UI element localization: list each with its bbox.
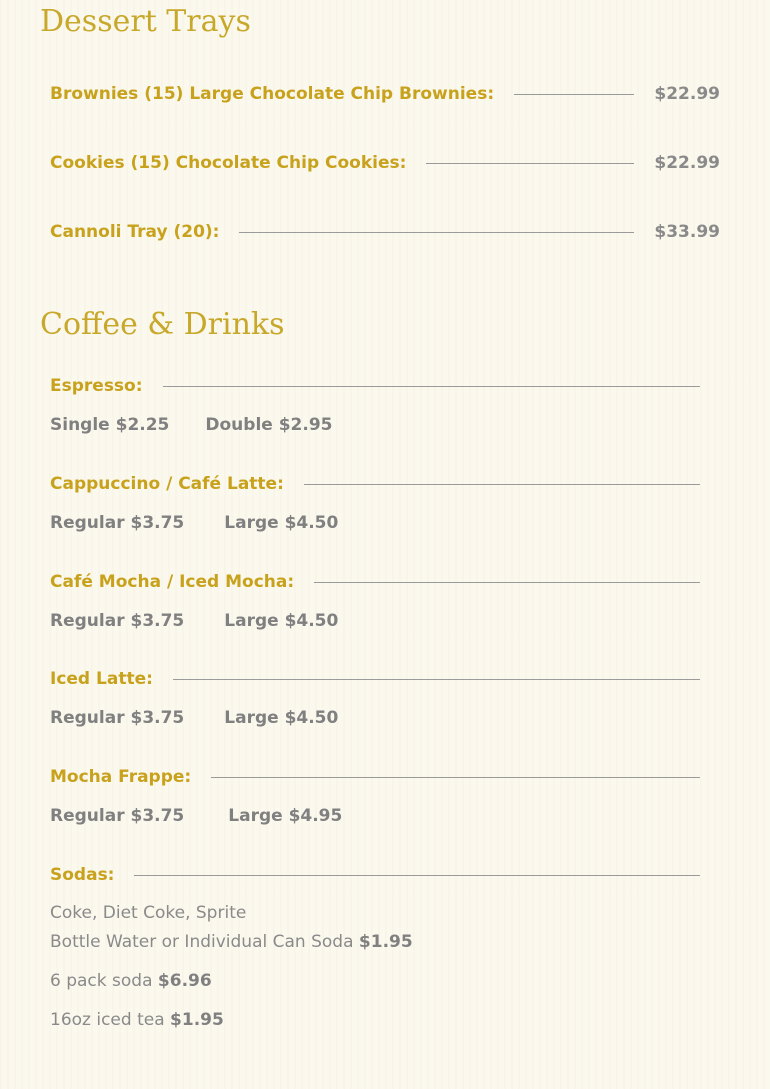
soda-can-line bbox=[50, 930, 413, 954]
drink-name: Café Mocha / Iced Mocha: bbox=[50, 572, 295, 592]
item-price: $22.99 bbox=[654, 84, 720, 104]
size-option: Regular $3.75 bbox=[50, 806, 185, 826]
drink-heading-cappuccino bbox=[50, 472, 700, 496]
drink-name: Iced Latte: bbox=[50, 669, 153, 689]
drink-name: Espresso: bbox=[50, 376, 143, 396]
soda-price: $6.96 bbox=[157, 971, 212, 991]
drink-name: Mocha Frappe: bbox=[50, 767, 192, 787]
drink-heading-iced-latte bbox=[50, 667, 700, 691]
drink-sizes-mocha-frappe bbox=[50, 804, 342, 828]
drink-heading-sodas bbox=[50, 863, 700, 887]
menu-item-cannoli bbox=[50, 219, 720, 245]
size-option: Single $2.25 bbox=[50, 415, 170, 435]
leader-line bbox=[314, 582, 700, 583]
leader-line bbox=[514, 94, 634, 95]
soda-description: 16oz iced tea bbox=[50, 1010, 165, 1030]
soda-description: Bottle Water or Individual Can Soda bbox=[50, 932, 354, 952]
size-option: Large $4.50 bbox=[224, 708, 339, 728]
iced-tea-line bbox=[50, 1008, 224, 1032]
soda-price: $1.95 bbox=[170, 1010, 224, 1030]
size-option: Large $4.50 bbox=[224, 611, 339, 631]
drink-name: Sodas: bbox=[50, 865, 115, 885]
leader-line bbox=[173, 679, 700, 680]
item-price: $33.99 bbox=[654, 222, 720, 242]
soda-six-pack-line bbox=[50, 969, 212, 993]
size-option: Regular $3.75 bbox=[50, 513, 185, 533]
size-option: Double $2.95 bbox=[205, 415, 333, 435]
menu-item-brownies bbox=[50, 81, 720, 107]
drink-sizes-espresso bbox=[50, 413, 333, 437]
leader-line bbox=[304, 484, 700, 485]
drink-heading-espresso bbox=[50, 374, 700, 398]
size-option: Regular $3.75 bbox=[50, 611, 185, 631]
section-title-coffee-drinks: Coffee & Drinks bbox=[40, 307, 285, 342]
size-option: Regular $3.75 bbox=[50, 708, 185, 728]
size-option: Large $4.50 bbox=[224, 513, 339, 533]
leader-line bbox=[134, 875, 700, 876]
drink-sizes-iced-latte bbox=[50, 706, 338, 730]
menu-item-cookies bbox=[50, 150, 720, 176]
size-option: Large $4.95 bbox=[228, 806, 343, 826]
drink-sizes-cappuccino bbox=[50, 511, 338, 535]
item-name: Cannoli Tray (20): bbox=[50, 222, 220, 242]
soda-flavors: Coke, Diet Coke, Sprite bbox=[50, 903, 247, 923]
item-name: Brownies (15) Large Chocolate Chip Brownies: bbox=[50, 84, 495, 104]
leader-line bbox=[163, 386, 700, 387]
leader-line bbox=[239, 232, 634, 233]
item-price: $22.99 bbox=[654, 153, 720, 173]
drink-name: Cappuccino / Café Latte: bbox=[50, 474, 284, 494]
drink-heading-mocha-frappe bbox=[50, 765, 700, 789]
soda-price: $1.95 bbox=[358, 932, 413, 952]
leader-line bbox=[426, 163, 634, 164]
leader-line bbox=[211, 777, 700, 778]
item-name: Cookies (15) Chocolate Chip Cookies: bbox=[50, 153, 407, 173]
drink-heading-mocha bbox=[50, 570, 700, 594]
soda-description: 6 pack soda bbox=[50, 971, 153, 991]
section-title-dessert-trays: Dessert Trays bbox=[40, 4, 251, 39]
drink-sizes-mocha bbox=[50, 609, 338, 633]
